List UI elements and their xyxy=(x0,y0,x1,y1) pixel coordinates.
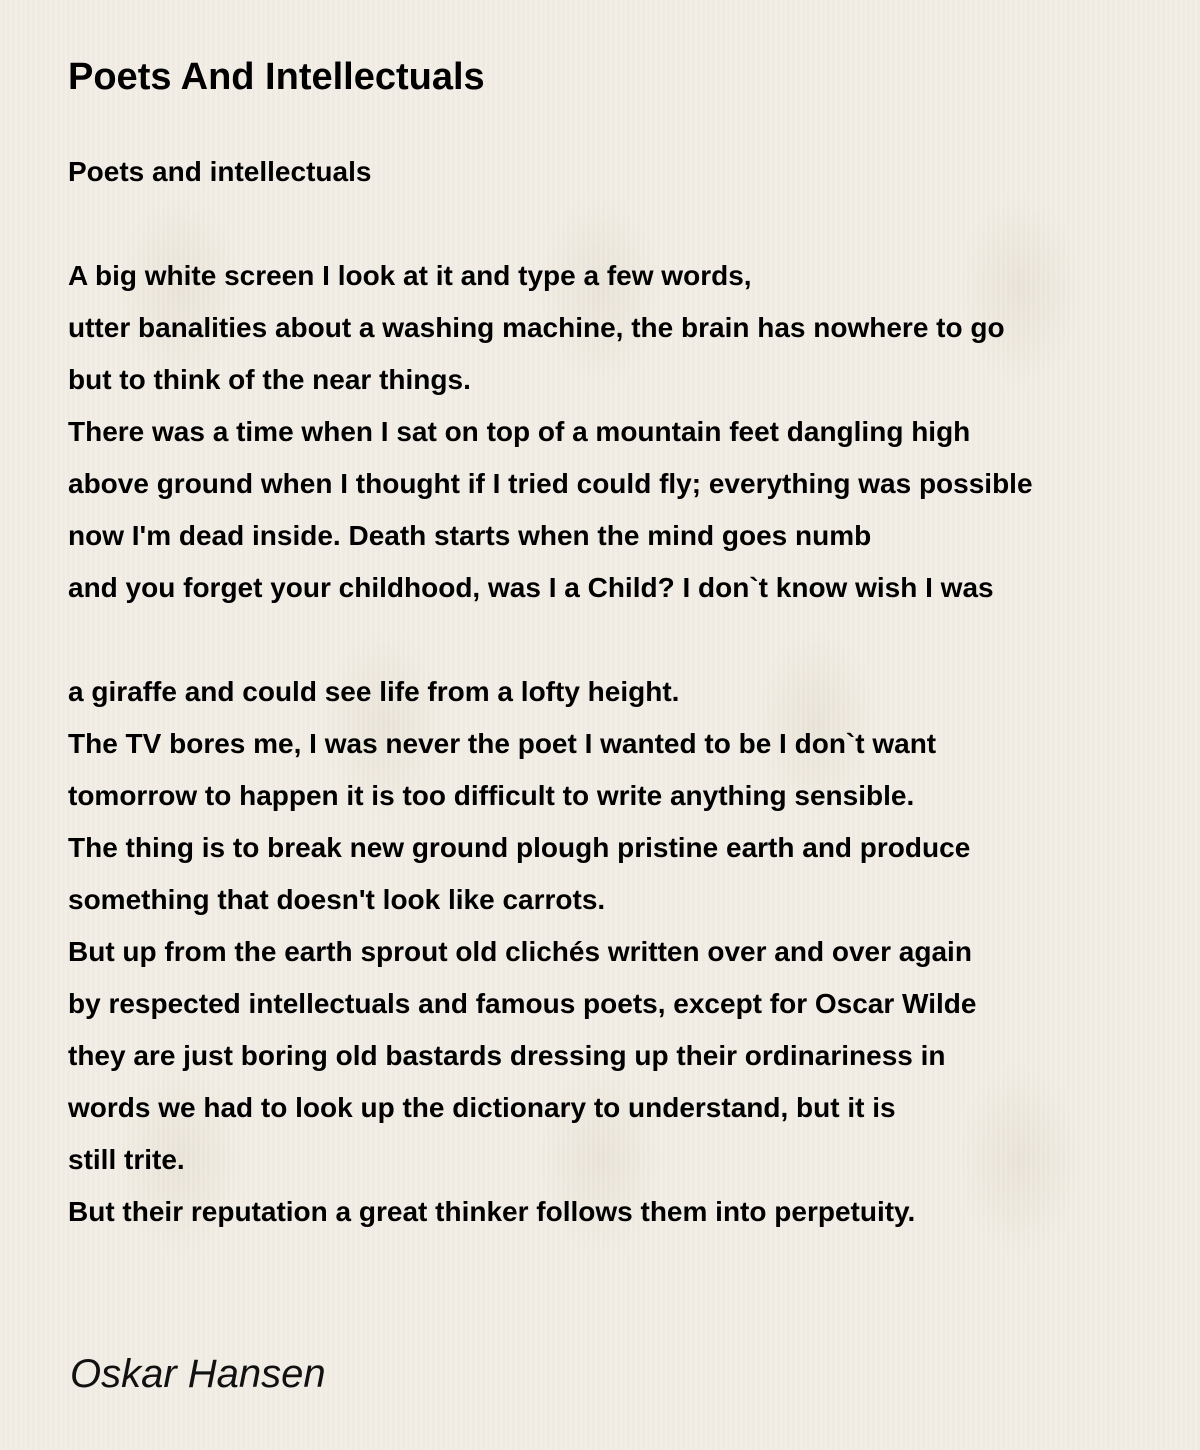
poem-page xyxy=(68,52,1193,1290)
poem-line: but to think of the near things. xyxy=(68,364,471,395)
author-name: Oskar Hansen xyxy=(70,1352,326,1396)
poem-line: they are just boring old bastards dressing up their ordinariness in xyxy=(68,1040,946,1071)
poem-line: But their reputation a great thinker follows them into perpetuity. xyxy=(68,1196,916,1227)
poem-line: above ground when I thought if I tried could fly; everything was possible xyxy=(68,468,1033,499)
poem-line: The thing is to break new ground plough pristine earth and produce xyxy=(68,832,971,863)
poem-line: tomorrow to happen it is too difficult to write anything sensible. xyxy=(68,780,915,811)
poem-subtitle: Poets and intellectuals xyxy=(68,156,372,187)
poem-line: But up from the earth sprout old clichés written over and over again xyxy=(68,936,972,967)
poem-line: by respected intellectuals and famous poets, except for Oscar Wilde xyxy=(68,988,977,1019)
stanza-1 xyxy=(68,250,1193,614)
poem-line: something that doesn't look like carrots. xyxy=(68,884,606,915)
poem-line: words we had to look up the dictionary to understand, but it is xyxy=(68,1092,896,1123)
poem-line: utter banalities about a washing machine, the brain has nowhere to go xyxy=(68,312,1005,343)
stanza-2 xyxy=(68,666,1193,1238)
poem-line: and you forget your childhood, was I a Child? I don`t know wish I was xyxy=(68,572,994,603)
poem-line: still trite. xyxy=(68,1144,185,1175)
poem-body xyxy=(68,250,1193,1238)
poem-line: The TV bores me, I was never the poet I wanted to be I don`t want xyxy=(68,728,937,759)
poem-title: Poets And Intellectuals xyxy=(68,56,485,98)
poem-line: A big white screen I look at it and type a few words, xyxy=(68,260,752,291)
poem-line: a giraffe and could see life from a lofty height. xyxy=(68,676,680,707)
poem-line: There was a time when I sat on top of a mountain feet dangling high xyxy=(68,416,971,447)
poem-line: now I'm dead inside. Death starts when the mind goes numb xyxy=(68,520,872,551)
